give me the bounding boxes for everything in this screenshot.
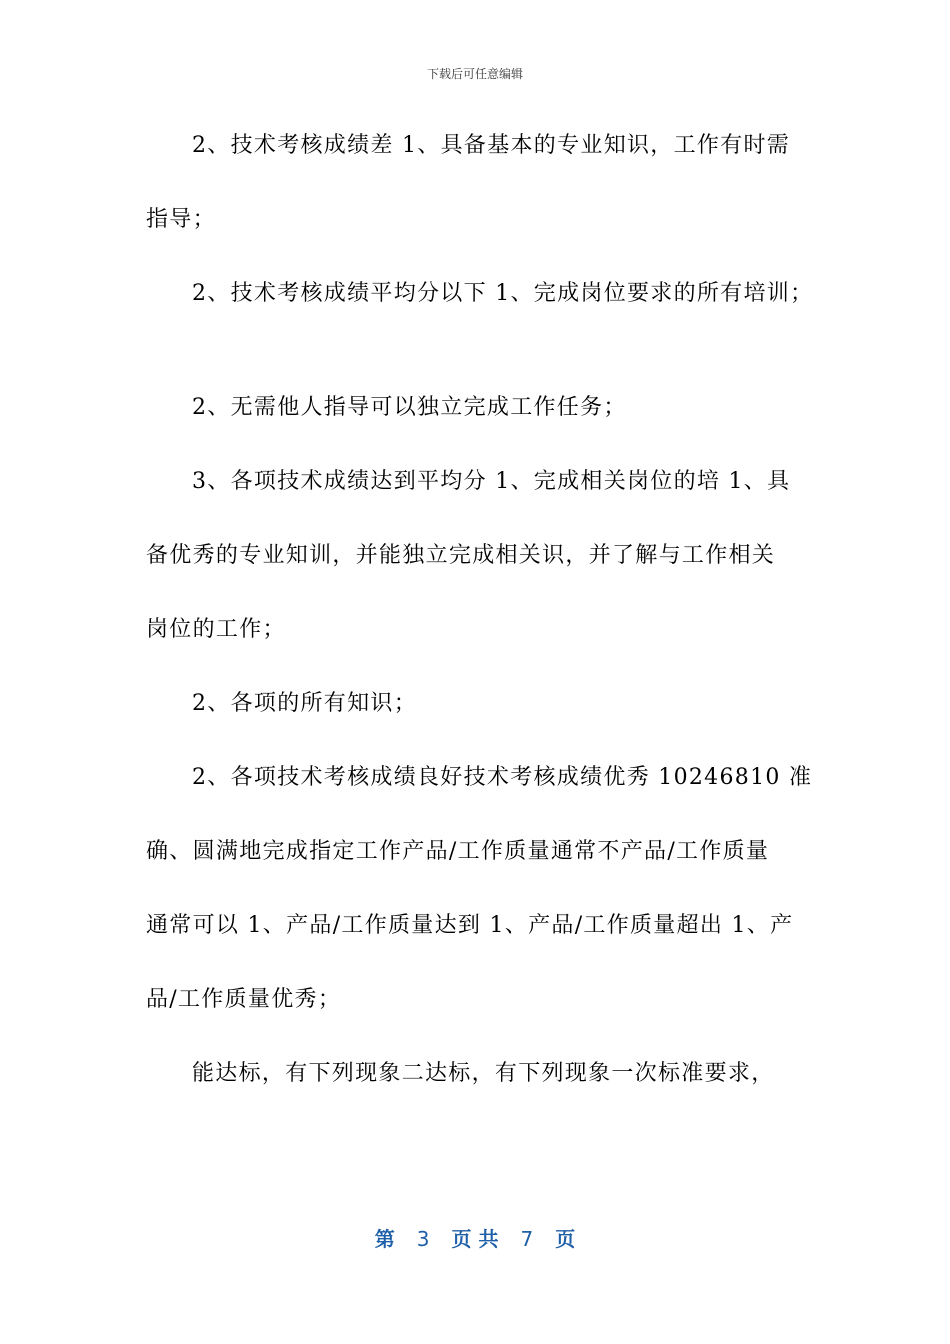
- paragraph-line: 2、各项的所有知识；: [192, 691, 417, 716]
- paragraph-line: 能达标，有下列现象二达标，有下列现象一次标准要求，: [192, 1061, 775, 1086]
- page-label-mid: 页 共: [451, 1227, 499, 1251]
- paragraph-line: 指导；: [146, 207, 216, 232]
- paragraph-line: 备优秀的专业知训，并能独立完成相关识，并了解与工作相关: [146, 543, 776, 568]
- paragraph-line: 通常可以 1、产品/工作质量达到 1、产品/工作质量超出 1、产: [146, 913, 794, 938]
- paragraph-1: [146, 126, 796, 240]
- total-pages-number: 7: [520, 1227, 534, 1251]
- paragraph-line: 确、圆满地完成指定工作产品/工作质量通常不产品/工作质量: [146, 839, 770, 864]
- paragraph-line: 品/工作质量优秀；: [146, 987, 342, 1012]
- paragraph-7: [146, 1054, 796, 1094]
- page-label-prefix: 第: [374, 1227, 395, 1251]
- paragraph-line: 2、技术考核成绩平均分以下 1、完成岗位要求的所有培训；: [192, 281, 814, 306]
- page-label-suffix: 页: [555, 1227, 576, 1251]
- paragraph-line: 2、技术考核成绩差 1、具备基本的专业知识，工作有时需: [192, 133, 791, 158]
- page-header: 下载后可任意编辑: [426, 67, 523, 81]
- paragraph-3: [146, 388, 796, 428]
- paragraph-2: [146, 274, 814, 314]
- paragraph-6: [146, 758, 813, 1020]
- paragraph-5: [146, 684, 796, 724]
- paragraph-line: 2、各项技术考核成绩良好技术考核成绩优秀 10246810 准: [192, 765, 813, 790]
- paragraph-line: 2、无需他人指导可以独立完成工作任务；: [192, 395, 627, 420]
- paragraph-line: 岗位的工作；: [146, 617, 286, 642]
- document-body: [146, 126, 814, 1128]
- current-page-number: 3: [416, 1227, 430, 1251]
- paragraph-4: [146, 462, 796, 650]
- paragraph-line: 3、各项技术成绩达到平均分 1、完成相关岗位的培 1、具: [192, 469, 791, 494]
- page-footer: [0, 1225, 950, 1253]
